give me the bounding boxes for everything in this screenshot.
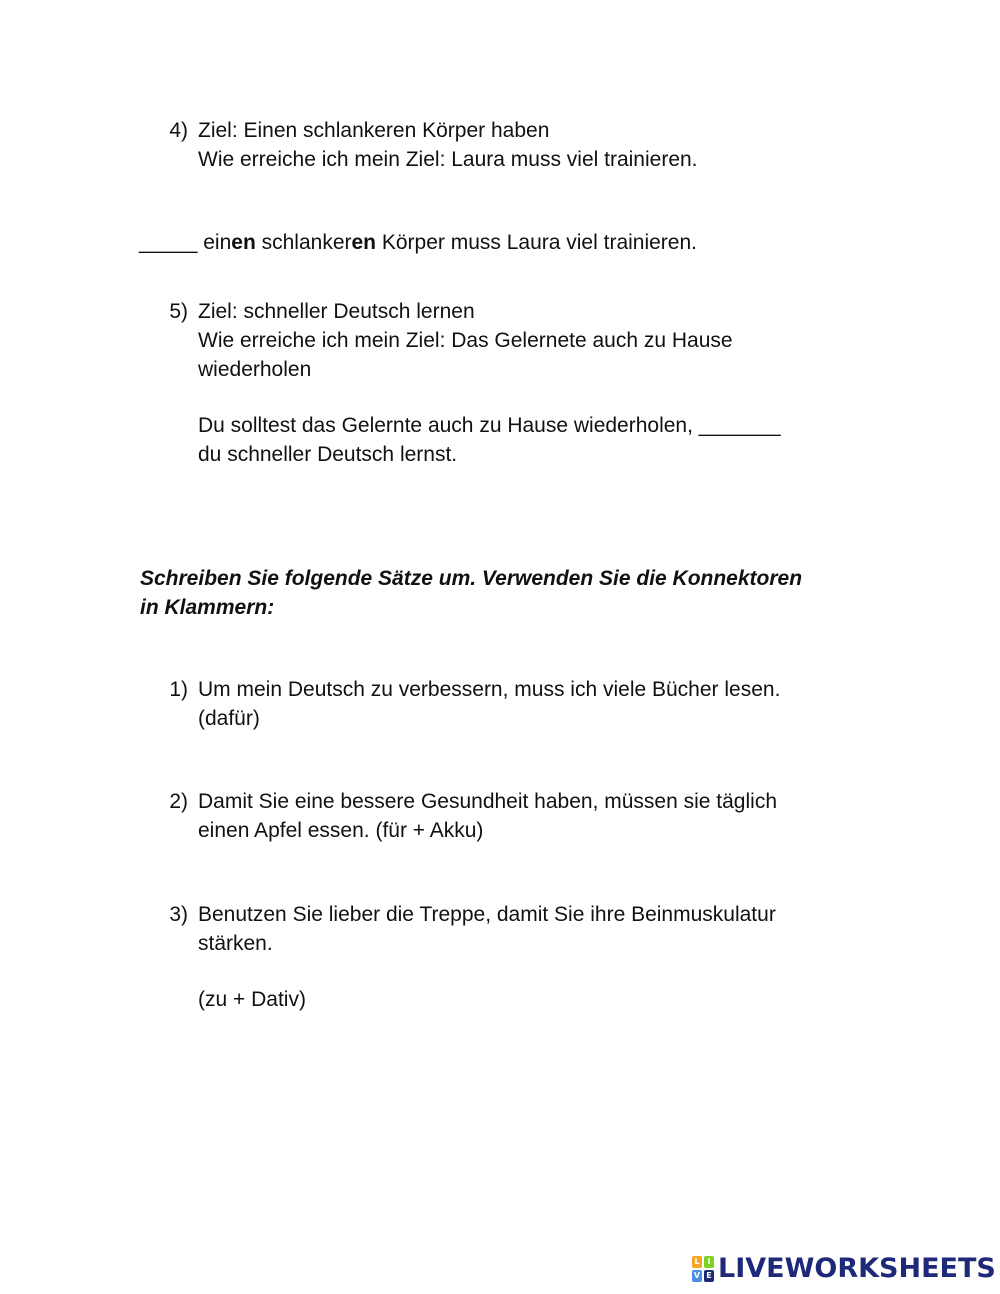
logo-letter-l: L [692,1256,702,1268]
exercise-3-line-1: Benutzen Sie lieber die Treppe, damit Sie ihre Beinmuskulatur [198,903,776,926]
item-5-number: 5) [169,300,188,323]
logo-letter-i: I [704,1256,714,1268]
fill-text-2: schlanker [255,231,352,254]
fill-text-1: ein [197,231,232,254]
item-5-answer-line-2: du schneller Deutsch lernst. [198,443,458,466]
fill-text-3: Körper muss Laura viel trainieren. [376,231,697,254]
instruction-line-2: in Klammern: [140,596,275,619]
blank-4[interactable]: _____ [139,231,198,254]
exercise-2-number: 2) [169,790,188,813]
item-5-method: Wie erreiche ich mein Ziel: Das Gelernete auch zu Hause [198,329,733,352]
exercise-3-number: 3) [169,903,188,926]
exercise-1-line-2: (dafür) [198,707,260,730]
item-5-goal: Ziel: schneller Deutsch lernen [198,300,475,323]
exercise-1-line-1: Um mein Deutsch zu verbessern, muss ich viele Bücher lesen. [198,678,781,701]
liveworksheets-logo-text: LIVEWORKSHEETS [718,1253,996,1284]
item-4-method: Wie erreiche ich mein Ziel: Laura muss viel trainieren. [198,148,698,171]
item-4-number: 4) [169,119,188,142]
exercise-2-line-1: Damit Sie eine bessere Gesundheit haben, müssen sie täglich [198,790,777,813]
logo-letter-v: V [693,1271,701,1280]
exercise-2-line-2: einen Apfel essen. (für + Akku) [198,819,484,842]
liveworksheets-logo-icon [692,1256,714,1282]
instruction-line-1: Schreiben Sie folgende Sätze um. Verwenden Sie die Konnektoren [140,567,803,590]
item-5-method-cont: wiederholen [198,358,312,381]
exercise-3-line-2: stärken. [198,932,273,955]
fill-bold-1: en [231,231,256,254]
item-4-goal: Ziel: Einen schlankeren Körper haben [198,119,550,142]
logo-letter-e: E [704,1270,714,1282]
fill-sentence-4 [139,228,697,257]
item-5-answer-line-1: Du solltest das Gelernte auch zu Hause wiederholen, _______ [198,414,781,437]
exercise-3-hint: (zu + Dativ) [198,988,306,1011]
fill-bold-2: en [351,231,377,254]
exercise-1-number: 1) [169,678,188,701]
liveworksheets-logo [692,1252,996,1286]
